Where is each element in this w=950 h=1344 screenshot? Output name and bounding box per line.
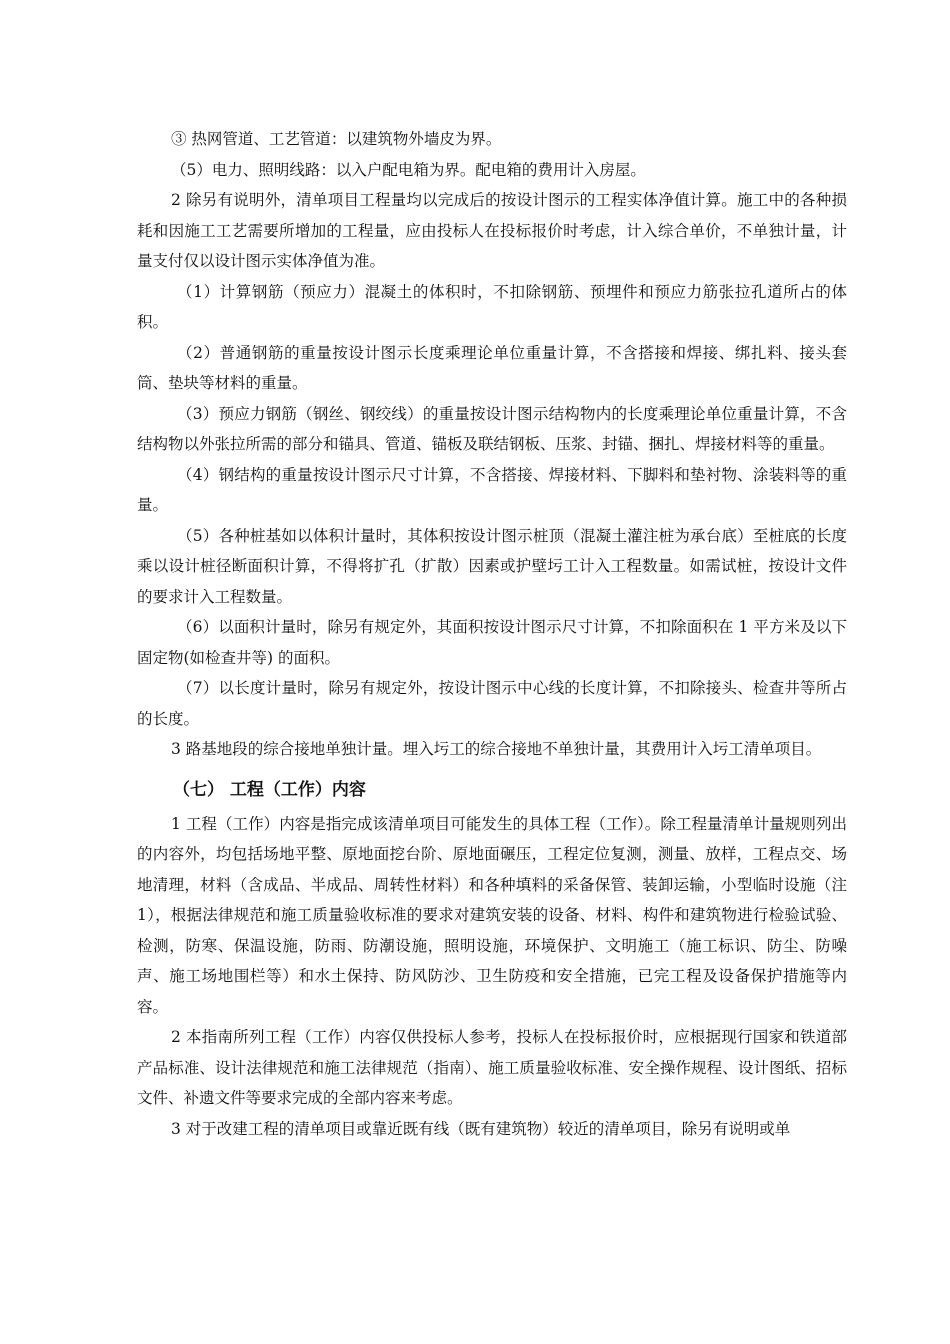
paragraph: 1 工程（工作）内容是指完成该清单项目可能发生的具体工程（工作）。除工程量清单计量规则列出的内容外，均包括场地平整、原地面挖台阶、原地面碾压，工程定位复测，测量、放样，工程点交、场地清理，材料（含成品、半成品、周转性材料）和各种填料的采备保管、装卸运输，小型临时设施（注 1），根据法律规范和施工质量验收标准的要求对建筑安装的设备、材料、构件和建筑物进行检验试验、检测，防寒、保温设施，防雨、防潮设施，照明设施，环境保护、文明施工（施工标识、防尘、防噪声、施工场地围栏等）和水土保持、防风防沙、卫生防疫和安全措施，已完工程及设备保护措施等内容。	[137, 814, 847, 1016]
paragraph: （5）各种桩基如以体积计量时，其体积按设计图示桩顶（混凝土灌注桩为承台底）至桩底的长度乘以设计桩径断面积计算，不得将扩孔（扩散）因素或护壁圬工计入工程数量。如需试桩，按设计文件的要求计入工程数量。	[137, 526, 847, 606]
paragraph: 3 路基地段的综合接地单独计量。埋入圬工的综合接地不单独计量，其费用计入圬工清单项目。	[171, 740, 822, 758]
paragraph: 3 对于改建工程的清单项目或靠近既有线（既有建筑物）较近的清单项目，除另有说明或单	[171, 1119, 791, 1138]
paragraph: （1）计算钢筋（预应力）混凝土的体积时，不扣除钢筋、预埋件和预应力筋张拉孔道所占的体积。	[137, 282, 847, 331]
paragraph: 2 除另有说明外，清单项目工程量均以完成后的按设计图示的工程实体净值计算。施工中的各种损耗和因施工工艺需要所增加的工程量，应由投标人在投标报价时考虑，计入综合单价，不单独计量，计量支付仅以设计图示实体净值为准。	[137, 191, 847, 270]
paragraph: 2 本指南所列工程（工作）内容仅供投标人参考，投标人在投标报价时，应根据现行国家和铁道部产品标准、设计法律规范和施工法律规范（指南）、施工质量验收标准、安全操作规程、设计图纸、招标文件、补遗文件等要求完成的全部内容来考虑。	[137, 1028, 847, 1107]
paragraph: （4）钢结构的重量按设计图示尺寸计算，不含搭接、焊接材料、下脚料和垫衬物、涂装料等的重量。	[137, 465, 847, 514]
paragraph: （3）预应力钢筋（钢丝、钢绞线）的重量按设计图示结构物内的长度乘理论单位重量计算，不含结构物以外张拉所需的部分和锚具、管道、锚板及联结钢板、压浆、封锚、捆扎、焊接材料等的重量。	[137, 404, 847, 453]
paragraph: （5）电力、照明线路：以入户配电箱为界。配电箱的费用计入房屋。	[171, 160, 646, 179]
paragraph: （7）以长度计量时，除另有规定外，按设计图示中心线的长度计算，不扣除接头、检查井等所占的长度。	[137, 679, 847, 728]
document-body	[137, 124, 847, 1144]
paragraph: （2）普通钢筋的重量按设计图示长度乘理论单位重量计算，不含搭接和焊接、绑扎料、接头套筒、垫块等材料的重量。	[137, 343, 847, 392]
section-heading: （七） 工程（工作）内容	[173, 779, 366, 800]
paragraph: ③ 热网管道、工艺管道：以建筑物外墙皮为界。	[171, 130, 502, 148]
paragraph: （6）以面积计量时，除另有规定外，其面积按设计图示尺寸计算，不扣除面积在 1 平方米及以下固定物(如检查井等) 的面积。	[137, 618, 847, 667]
